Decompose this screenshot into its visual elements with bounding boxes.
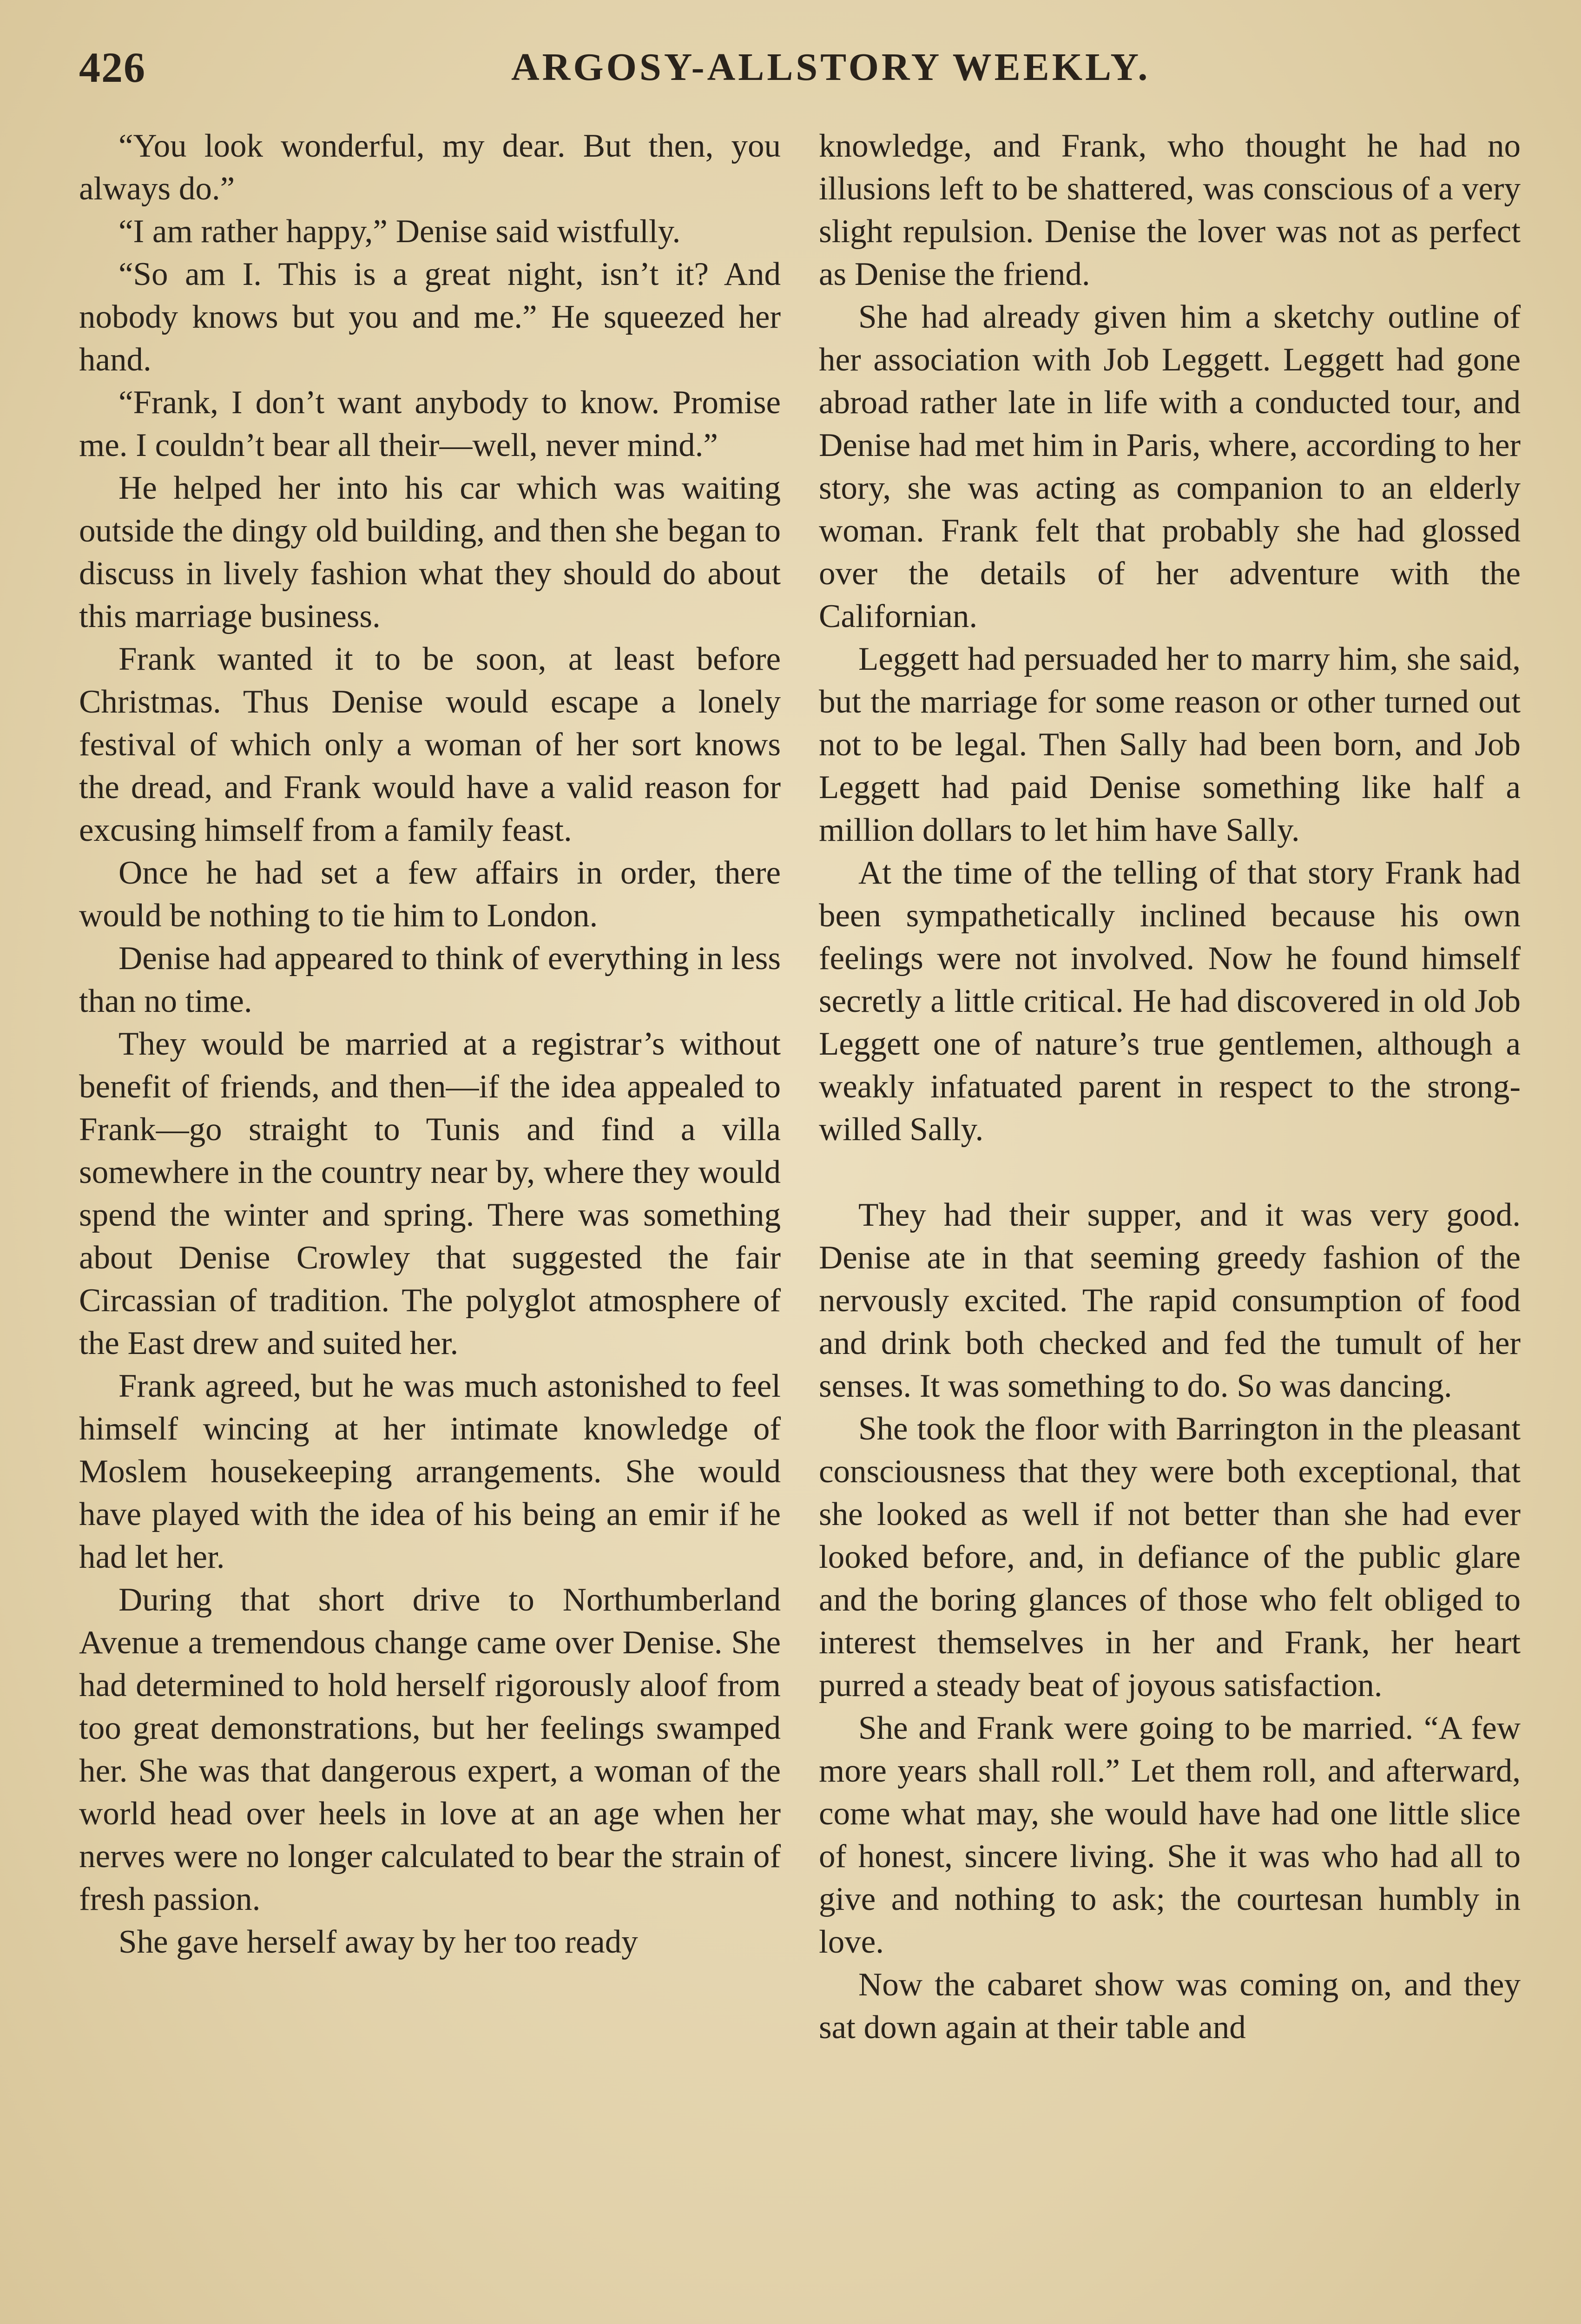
paragraph: Leggett had persuaded her to marry him, she said, but the marriage for some reason or other turned out not to be legal. Then Sally had been born, and Job Leggett had paid Denise something like half a million dollars to let him have Sally. [819, 641, 1521, 848]
paragraph: During that short drive to Northumberland Avenue a tremendous change came over Denise. She had determined to hold herself rigorously aloof from too great demonstrations, but her feelings swamped her. She was that dangerous expert, a woman of the world head over heels in love at an age when her nerves were no longer calculated to bear the strain of fresh passion. [79, 1582, 781, 1917]
paragraph: Frank agreed, but he was much astonished to feel himself wincing at her intimate knowledge of Moslem housekeeping arrangements. She would have played with the idea of his being an emir if he had let her. [79, 1368, 781, 1575]
running-head: ARGOSY-ALLSTORY WEEKLY. [511, 46, 1151, 89]
paragraph: “You look wonderful, my dear. But then, you always do.” [79, 128, 781, 207]
paragraph: She took the floor with Barrington in the pleasant consciousness that they were both exceptional, that she looked as well if not better than she had ever looked before, and, in defiance of the public glare and the boring glances of those who felt obliged to interest themselves in her and Frank, her heart purred a steady beat of joyous satisfaction. [819, 1411, 1521, 1703]
paragraph: He helped her into his car which was waiting outside the dingy old building, and then she began to discuss in lively fashion what they should do about this marriage business. [79, 470, 781, 634]
paragraph: Now the cabaret show was coming on, and they sat down again at their table and [819, 1967, 1521, 2046]
paragraph: Once he had set a few affairs in order, there would be nothing to tie him to London. [79, 855, 781, 934]
paragraph: At the time of the telling of that story Frank had been sympathetically inclined because his own feelings were not involved. Now he found himself secretly a little critical. He had discovered in old Job Leggett one of nature’s true gentlemen, although a weakly infatuated parent in respect to the strong-willed Sally. [819, 855, 1521, 1148]
paragraph: “So am I. This is a great night, isn’t it? And nobody knows but you and me.” He squeezed her hand. [79, 256, 781, 378]
paragraph: She and Frank were going to be married. “A few more years shall roll.” Let them roll, and afterward, come what may, she would have had one little slice of honest, sincere living. She it was who had all to give and nothing to ask; the courtesan humbly in love. [819, 1710, 1521, 1960]
paragraph-continued: knowledge, and Frank, who thought he had no illusions left to be shattered, was conscious of a very slight repulsion. Denise the lover was not as perfect as Denise the friend. [819, 128, 1521, 292]
left-column [79, 125, 781, 1963]
paragraph: They had their supper, and it was very good. Denise ate in that seeming greedy fashion of the nervously excited. The rapid consumption of food and drink both checked and fed the tumult of her senses. It was something to do. So was dancing. [819, 1197, 1521, 1404]
paragraph: Denise had appeared to think of everything in less than no time. [79, 940, 781, 1019]
paragraph: Frank wanted it to be soon, at least before Christmas. Thus Denise would escape a lonely festival of which only a woman of her sort knows the dread, and Frank would have a valid reason for excusing himself from a family feast. [79, 641, 781, 848]
right-column [819, 125, 1521, 2049]
paragraph: “Frank, I don’t want anybody to know. Promise me. I couldn’t bear all their—well, never mind.” [79, 384, 781, 463]
paragraph: She gave herself away by her too ready [119, 1924, 638, 1960]
paragraph: They would be married at a registrar’s without benefit of friends, and then—if the idea appealed to Frank—go straight to Tunis and find a villa somewhere in the country near by, where they would spend the winter and spring. There was something about Denise Crowley that suggested the fair Circassian of tradition. The polyglot atmosphere of the East drew and suited her. [79, 1026, 781, 1361]
paragraph: She had already given him a sketchy outline of her association with Job Leggett. Leggett had gone abroad rather late in life with a conducted tour, and Denise had met him in Paris, where, according to her story, she was acting as companion to an elderly woman. Frank felt that probably she had glossed over the details of her adventure with the Californian. [819, 299, 1521, 634]
page-number: 426 [79, 44, 146, 91]
paragraph: “I am rather happy,” Denise said wistfully. [119, 213, 681, 250]
page-header [79, 43, 1524, 99]
